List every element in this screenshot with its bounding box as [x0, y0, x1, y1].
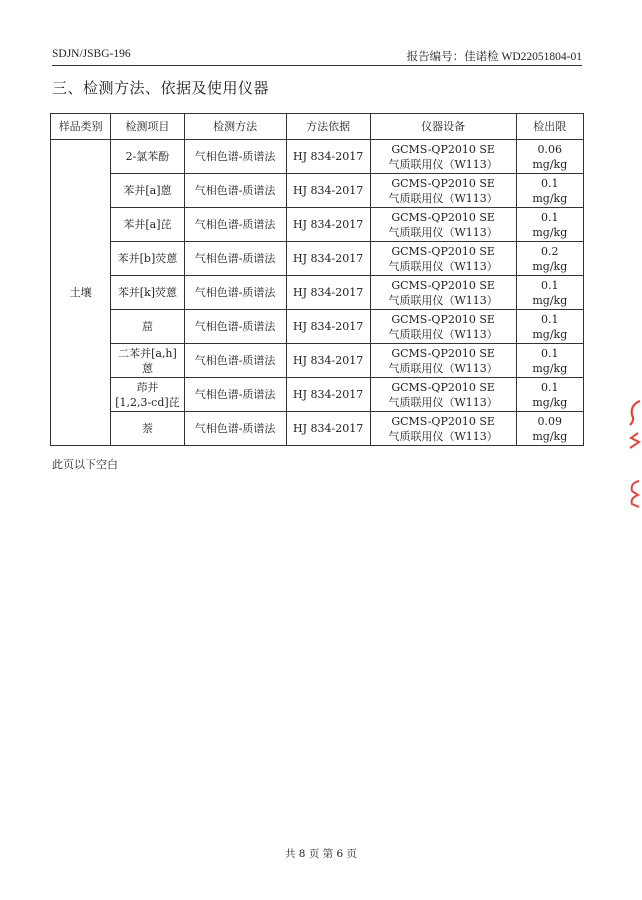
table-row: [51, 378, 584, 412]
table-row: [51, 276, 584, 310]
limit-unit: mg/kg: [532, 225, 568, 239]
limit-cell: [516, 412, 583, 446]
doc-code: SDJN/JSBG-196: [52, 48, 131, 60]
table-row: [51, 140, 584, 174]
instrument-model: GCMS-QP2010 SE: [391, 176, 495, 190]
instrument-cell: [370, 412, 516, 446]
basis-cell: HJ 834-2017: [286, 174, 370, 208]
instrument-name: 气质联用仪（W113）: [388, 157, 498, 171]
limit-cell: [516, 310, 583, 344]
limit-cell: [516, 208, 583, 242]
instrument-model: GCMS-QP2010 SE: [391, 210, 495, 224]
item-cell: 2-氯苯酚: [111, 140, 184, 174]
instrument-name: 气质联用仪（W113）: [388, 191, 498, 205]
limit-cell: [516, 344, 583, 378]
blank-below-note: 此页以下空白: [52, 458, 118, 471]
basis-cell: HJ 834-2017: [286, 344, 370, 378]
instrument-cell: [370, 140, 516, 174]
seal-stamp-fragment: [626, 395, 642, 525]
limit-unit: mg/kg: [532, 327, 568, 341]
col-header-category: 样品类别: [51, 114, 111, 140]
method-cell: 气相色谱-质谱法: [184, 208, 286, 242]
table-row: [51, 344, 584, 378]
limit-value: 0.06: [537, 142, 563, 156]
table-row: [51, 310, 584, 344]
item-cell: 苯并[b]荧蒽: [111, 242, 184, 276]
item-line: [1,2,3-cd]芘: [115, 395, 180, 409]
item-cell: [111, 378, 184, 412]
limit-unit: mg/kg: [532, 361, 568, 375]
page-header: [52, 47, 582, 66]
limit-unit: mg/kg: [532, 191, 568, 205]
method-cell: 气相色谱-质谱法: [184, 174, 286, 208]
basis-cell: HJ 834-2017: [286, 140, 370, 174]
limit-cell: [516, 174, 583, 208]
page-footer: 共 8 页 第 6 页: [284, 848, 358, 860]
col-header-basis: 方法依据: [286, 114, 370, 140]
instrument-model: GCMS-QP2010 SE: [391, 278, 495, 292]
item-cell: 苯并[a]蒽: [111, 174, 184, 208]
basis-cell: HJ 834-2017: [286, 242, 370, 276]
instrument-model: GCMS-QP2010 SE: [391, 346, 495, 360]
limit-value: 0.1: [541, 312, 559, 326]
basis-cell: HJ 834-2017: [286, 310, 370, 344]
instrument-name: 气质联用仪（W113）: [388, 395, 498, 409]
item-cell: 䓛: [111, 310, 184, 344]
item-cell: 苯并[a]芘: [111, 208, 184, 242]
limit-unit: mg/kg: [532, 157, 568, 171]
instrument-cell: [370, 276, 516, 310]
col-header-item: 检测项目: [111, 114, 184, 140]
instrument-name: 气质联用仪（W113）: [388, 327, 498, 341]
table-row: [51, 242, 584, 276]
instrument-cell: [370, 208, 516, 242]
limit-cell: [516, 140, 583, 174]
instrument-name: 气质联用仪（W113）: [388, 293, 498, 307]
limit-unit: mg/kg: [532, 259, 568, 273]
basis-cell: HJ 834-2017: [286, 412, 370, 446]
instrument-name: 气质联用仪（W113）: [388, 361, 498, 375]
item-line: 茚并: [136, 380, 159, 394]
instrument-cell: [370, 344, 516, 378]
section-title: 三、检测方法、依据及使用仪器: [52, 79, 270, 97]
limit-value: 0.2: [541, 244, 559, 258]
item-cell: 苯并[k]荧蒽: [111, 276, 184, 310]
limit-cell: [516, 242, 583, 276]
instrument-name: 气质联用仪（W113）: [388, 259, 498, 273]
limit-cell: [516, 276, 583, 310]
sample-category-cell: 土壤: [51, 140, 111, 446]
limit-unit: mg/kg: [532, 293, 568, 307]
basis-cell: HJ 834-2017: [286, 208, 370, 242]
col-header-instrument: 仪器设备: [370, 114, 516, 140]
col-header-limit: 检出限: [516, 114, 583, 140]
method-cell: 气相色谱-质谱法: [184, 276, 286, 310]
table-row: [51, 412, 584, 446]
limit-unit: mg/kg: [532, 429, 568, 443]
report-number: 报告编号：佳诺检 WD22051804-01: [406, 51, 582, 63]
item-cell: 二苯并[a,h]蒽: [111, 344, 184, 378]
method-cell: 气相色谱-质谱法: [184, 242, 286, 276]
method-cell: 气相色谱-质谱法: [184, 344, 286, 378]
instrument-cell: [370, 378, 516, 412]
table-row: [51, 208, 584, 242]
method-cell: 气相色谱-质谱法: [184, 310, 286, 344]
limit-value: 0.1: [541, 176, 559, 190]
limit-value: 0.09: [537, 414, 563, 428]
col-header-method: 检测方法: [184, 114, 286, 140]
instrument-model: GCMS-QP2010 SE: [391, 380, 495, 394]
method-cell: 气相色谱-质谱法: [184, 140, 286, 174]
instrument-cell: [370, 242, 516, 276]
limit-value: 0.1: [541, 380, 559, 394]
basis-cell: HJ 834-2017: [286, 378, 370, 412]
basis-cell: HJ 834-2017: [286, 276, 370, 310]
method-table: [50, 113, 584, 446]
limit-value: 0.1: [541, 210, 559, 224]
limit-value: 0.1: [541, 346, 559, 360]
method-cell: 气相色谱-质谱法: [184, 412, 286, 446]
instrument-model: GCMS-QP2010 SE: [391, 312, 495, 326]
limit-value: 0.1: [541, 278, 559, 292]
table-header-row: [51, 114, 584, 140]
limit-cell: [516, 378, 583, 412]
method-cell: 气相色谱-质谱法: [184, 378, 286, 412]
instrument-name: 气质联用仪（W113）: [388, 225, 498, 239]
instrument-name: 气质联用仪（W113）: [388, 429, 498, 443]
limit-unit: mg/kg: [532, 395, 568, 409]
item-cell: 萘: [111, 412, 184, 446]
instrument-model: GCMS-QP2010 SE: [391, 244, 495, 258]
instrument-model: GCMS-QP2010 SE: [391, 142, 495, 156]
instrument-cell: [370, 310, 516, 344]
instrument-model: GCMS-QP2010 SE: [391, 414, 495, 428]
table-row: [51, 174, 584, 208]
instrument-cell: [370, 174, 516, 208]
